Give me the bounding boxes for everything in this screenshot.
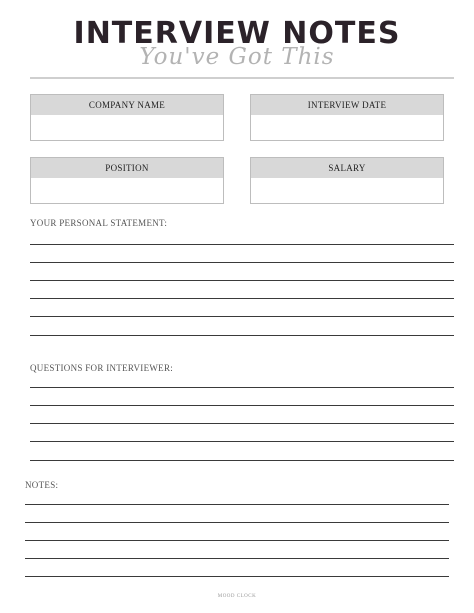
personal-statement-line[interactable] — [30, 316, 454, 317]
questions-line[interactable] — [30, 405, 454, 406]
salary-box — [250, 157, 444, 204]
position-label: POSITION — [31, 158, 223, 178]
notes-label: NOTES: — [25, 480, 59, 490]
notes-line[interactable] — [25, 540, 449, 541]
personal-statement-line[interactable] — [30, 280, 454, 281]
notes-line[interactable] — [25, 522, 449, 523]
position-field[interactable] — [31, 178, 223, 203]
notes-line[interactable] — [25, 504, 449, 505]
company-name-box — [30, 94, 224, 141]
questions-line[interactable] — [30, 387, 454, 388]
personal-statement-label: YOUR PERSONAL STATEMENT: — [30, 218, 168, 228]
company-name-label: COMPANY NAME — [31, 95, 223, 115]
personal-statement-line[interactable] — [30, 244, 454, 245]
company-name-field[interactable] — [31, 115, 223, 140]
page-title: INTERVIEW NOTES — [73, 16, 401, 51]
position-box — [30, 157, 224, 204]
questions-line[interactable] — [30, 441, 454, 442]
questions-line[interactable] — [30, 423, 454, 424]
interview-date-label: INTERVIEW DATE — [251, 95, 443, 115]
questions-line[interactable] — [30, 460, 454, 461]
page-subtitle: You've Got This — [139, 44, 335, 70]
questions-label: QUESTIONS FOR INTERVIEWER: — [30, 363, 174, 373]
salary-label: SALARY — [251, 158, 443, 178]
interview-date-box — [250, 94, 444, 141]
salary-field[interactable] — [251, 178, 443, 203]
notes-line[interactable] — [25, 558, 449, 559]
personal-statement-line[interactable] — [30, 298, 454, 299]
interview-date-field[interactable] — [251, 115, 443, 140]
notes-line[interactable] — [25, 576, 449, 577]
personal-statement-line[interactable] — [30, 262, 454, 263]
personal-statement-line[interactable] — [30, 335, 454, 336]
title-divider — [30, 77, 454, 79]
footer-credit: MOOD CLOCK — [217, 594, 257, 599]
